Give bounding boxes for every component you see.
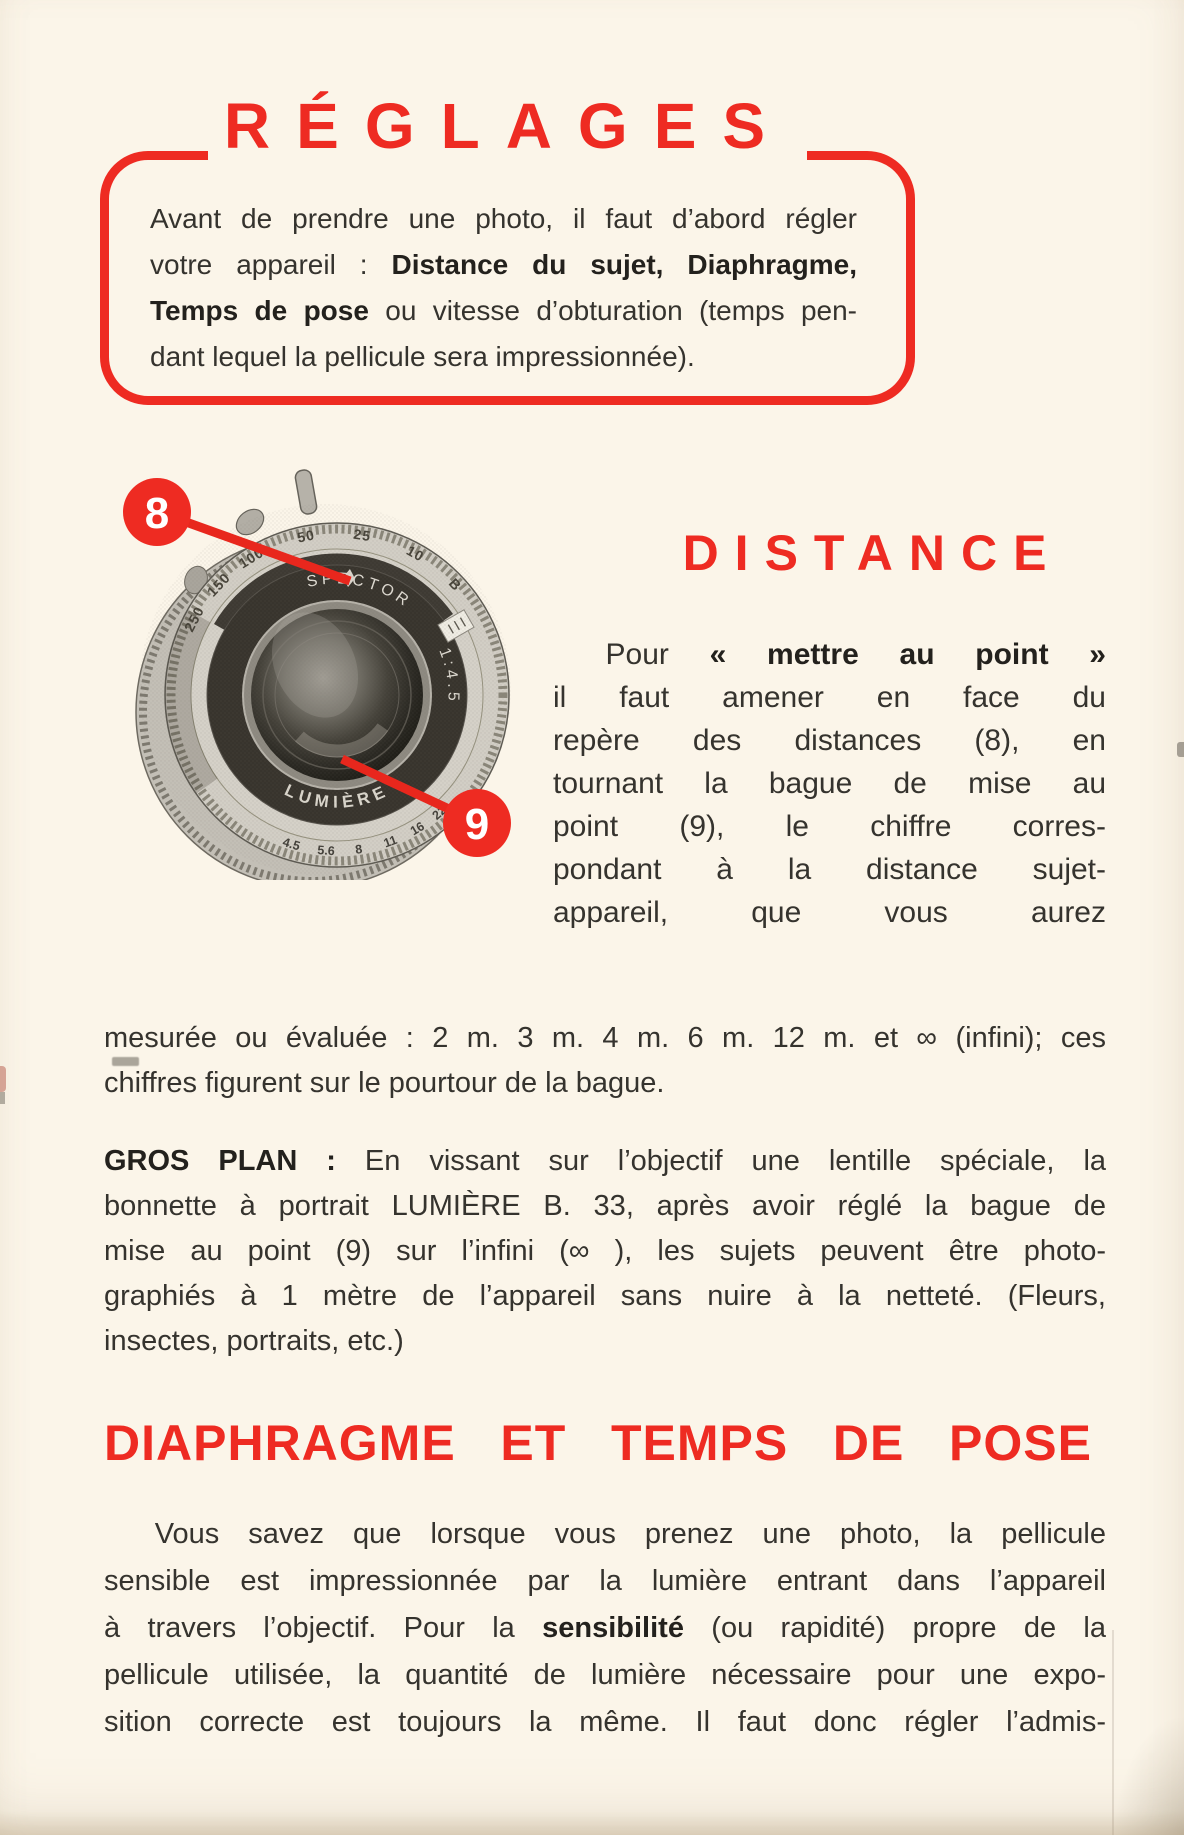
page-title: RÉGLAGES bbox=[208, 84, 807, 168]
bold-text-segment: Distance du sujet, Diaphragme, bbox=[391, 249, 857, 280]
text-line bbox=[553, 633, 1106, 676]
text-line bbox=[104, 1274, 1106, 1319]
bold-text-segment: sensibilité bbox=[542, 1612, 684, 1644]
text-segment: il faut amener en face du bbox=[553, 681, 1106, 714]
text-segment: Pour bbox=[605, 638, 710, 671]
text-line bbox=[104, 1511, 1106, 1558]
text-line bbox=[104, 1652, 1106, 1699]
text-segment: sensible est impressionnée par la lumière entrant dans l’appareil bbox=[104, 1565, 1106, 1597]
scan-corner-shadow bbox=[1114, 1715, 1184, 1835]
distance-paragraph-column bbox=[553, 633, 1106, 934]
scan-speck bbox=[0, 1066, 6, 1092]
text-line bbox=[104, 1319, 1106, 1364]
callout-8-number: 8 bbox=[144, 489, 170, 538]
text-line bbox=[150, 242, 857, 288]
text-line bbox=[553, 719, 1106, 762]
scan-edge-shadow bbox=[0, 1811, 1184, 1835]
text-segment: (ou rapidité) propre de la bbox=[683, 1612, 1106, 1644]
text-line bbox=[104, 1558, 1106, 1605]
scan-smudge bbox=[112, 1057, 139, 1066]
bold-text-segment: « mettre au point » bbox=[709, 638, 1106, 671]
text-segment: bonnette à portrait LUMIÈRE B. 33, après avoir réglé la bague de bbox=[104, 1190, 1106, 1222]
diaphragme-heading: DIAPHRAGME ET TEMPS DE POSE bbox=[104, 1415, 1092, 1471]
text-segment: point (9), le chiffre corres- bbox=[553, 810, 1106, 843]
text-segment: repère des distances (8), en bbox=[553, 724, 1106, 757]
scan-speck bbox=[1177, 742, 1184, 757]
text-line bbox=[150, 334, 857, 380]
text-segment: tournant la bague de mise au bbox=[553, 767, 1106, 800]
text-line bbox=[104, 1699, 1106, 1746]
text-line bbox=[104, 1016, 1106, 1061]
text-segment: pondant à la distance sujet- bbox=[553, 853, 1106, 886]
gros-plan-paragraph bbox=[104, 1139, 1106, 1364]
callout-9-number: 9 bbox=[464, 800, 490, 849]
text-line bbox=[104, 1061, 1106, 1106]
text-line bbox=[150, 196, 857, 242]
text-segment: graphiés à 1 mètre de l’appareil sans nuire à la netteté. (Fleurs, bbox=[104, 1280, 1106, 1312]
intro-paragraph bbox=[150, 196, 857, 380]
bold-text-segment: Temps de pose bbox=[150, 295, 369, 326]
text-segment: Avant de prendre une photo, il faut d’abord régler bbox=[150, 203, 857, 234]
bold-text-segment: GROS PLAN : bbox=[104, 1145, 365, 1177]
text-segment: à travers l’objectif. Pour la bbox=[104, 1612, 543, 1644]
text-segment: chiffres figurent sur le pourtour de la bague. bbox=[104, 1067, 665, 1099]
text-segment: En vissant sur l’objectif une lentille spéciale, la bbox=[364, 1145, 1107, 1177]
distance-heading: DISTANCE bbox=[682, 525, 1063, 581]
text-line bbox=[104, 1229, 1106, 1274]
text-line bbox=[553, 762, 1106, 805]
text-line bbox=[553, 676, 1106, 719]
camera-lens-photo bbox=[100, 460, 550, 880]
text-line bbox=[104, 1184, 1106, 1229]
text-segment: dant lequel la pellicule sera impressionnée). bbox=[150, 341, 695, 372]
text-line bbox=[553, 891, 1106, 934]
text-line bbox=[150, 288, 857, 334]
text-line bbox=[553, 805, 1106, 848]
text-segment: mise au point (9) sur l’infini (∞ ), les sujets peuvent être photo- bbox=[104, 1235, 1106, 1267]
scan-speck bbox=[0, 1092, 5, 1104]
text-segment: sition correcte est toujours la même. Il faut donc régler l’admis- bbox=[104, 1706, 1106, 1738]
page-title-wrap bbox=[100, 84, 915, 168]
text-line bbox=[553, 848, 1106, 891]
text-segment: votre appareil : bbox=[150, 249, 392, 280]
text-segment: mesurée ou évaluée : 2 m. 3 m. 4 m. 6 m. 12 m. et ∞ (infini); ces bbox=[104, 1022, 1106, 1054]
text-segment: Vous savez que lorsque vous prenez une photo, la pellicule bbox=[154, 1518, 1106, 1550]
text-segment: appareil, que vous aurez bbox=[553, 896, 1106, 929]
text-segment: ou vitesse d’obturation (temps pen- bbox=[368, 295, 857, 326]
text-segment: pellicule utilisée, la quantité de lumière nécessaire pour une expo- bbox=[104, 1659, 1106, 1691]
distance-paragraph-wide bbox=[104, 1016, 1106, 1106]
text-line bbox=[104, 1605, 1106, 1652]
text-line bbox=[104, 1139, 1106, 1184]
diaphragme-paragraph bbox=[104, 1511, 1106, 1746]
text-segment: insectes, portraits, etc.) bbox=[104, 1325, 404, 1357]
